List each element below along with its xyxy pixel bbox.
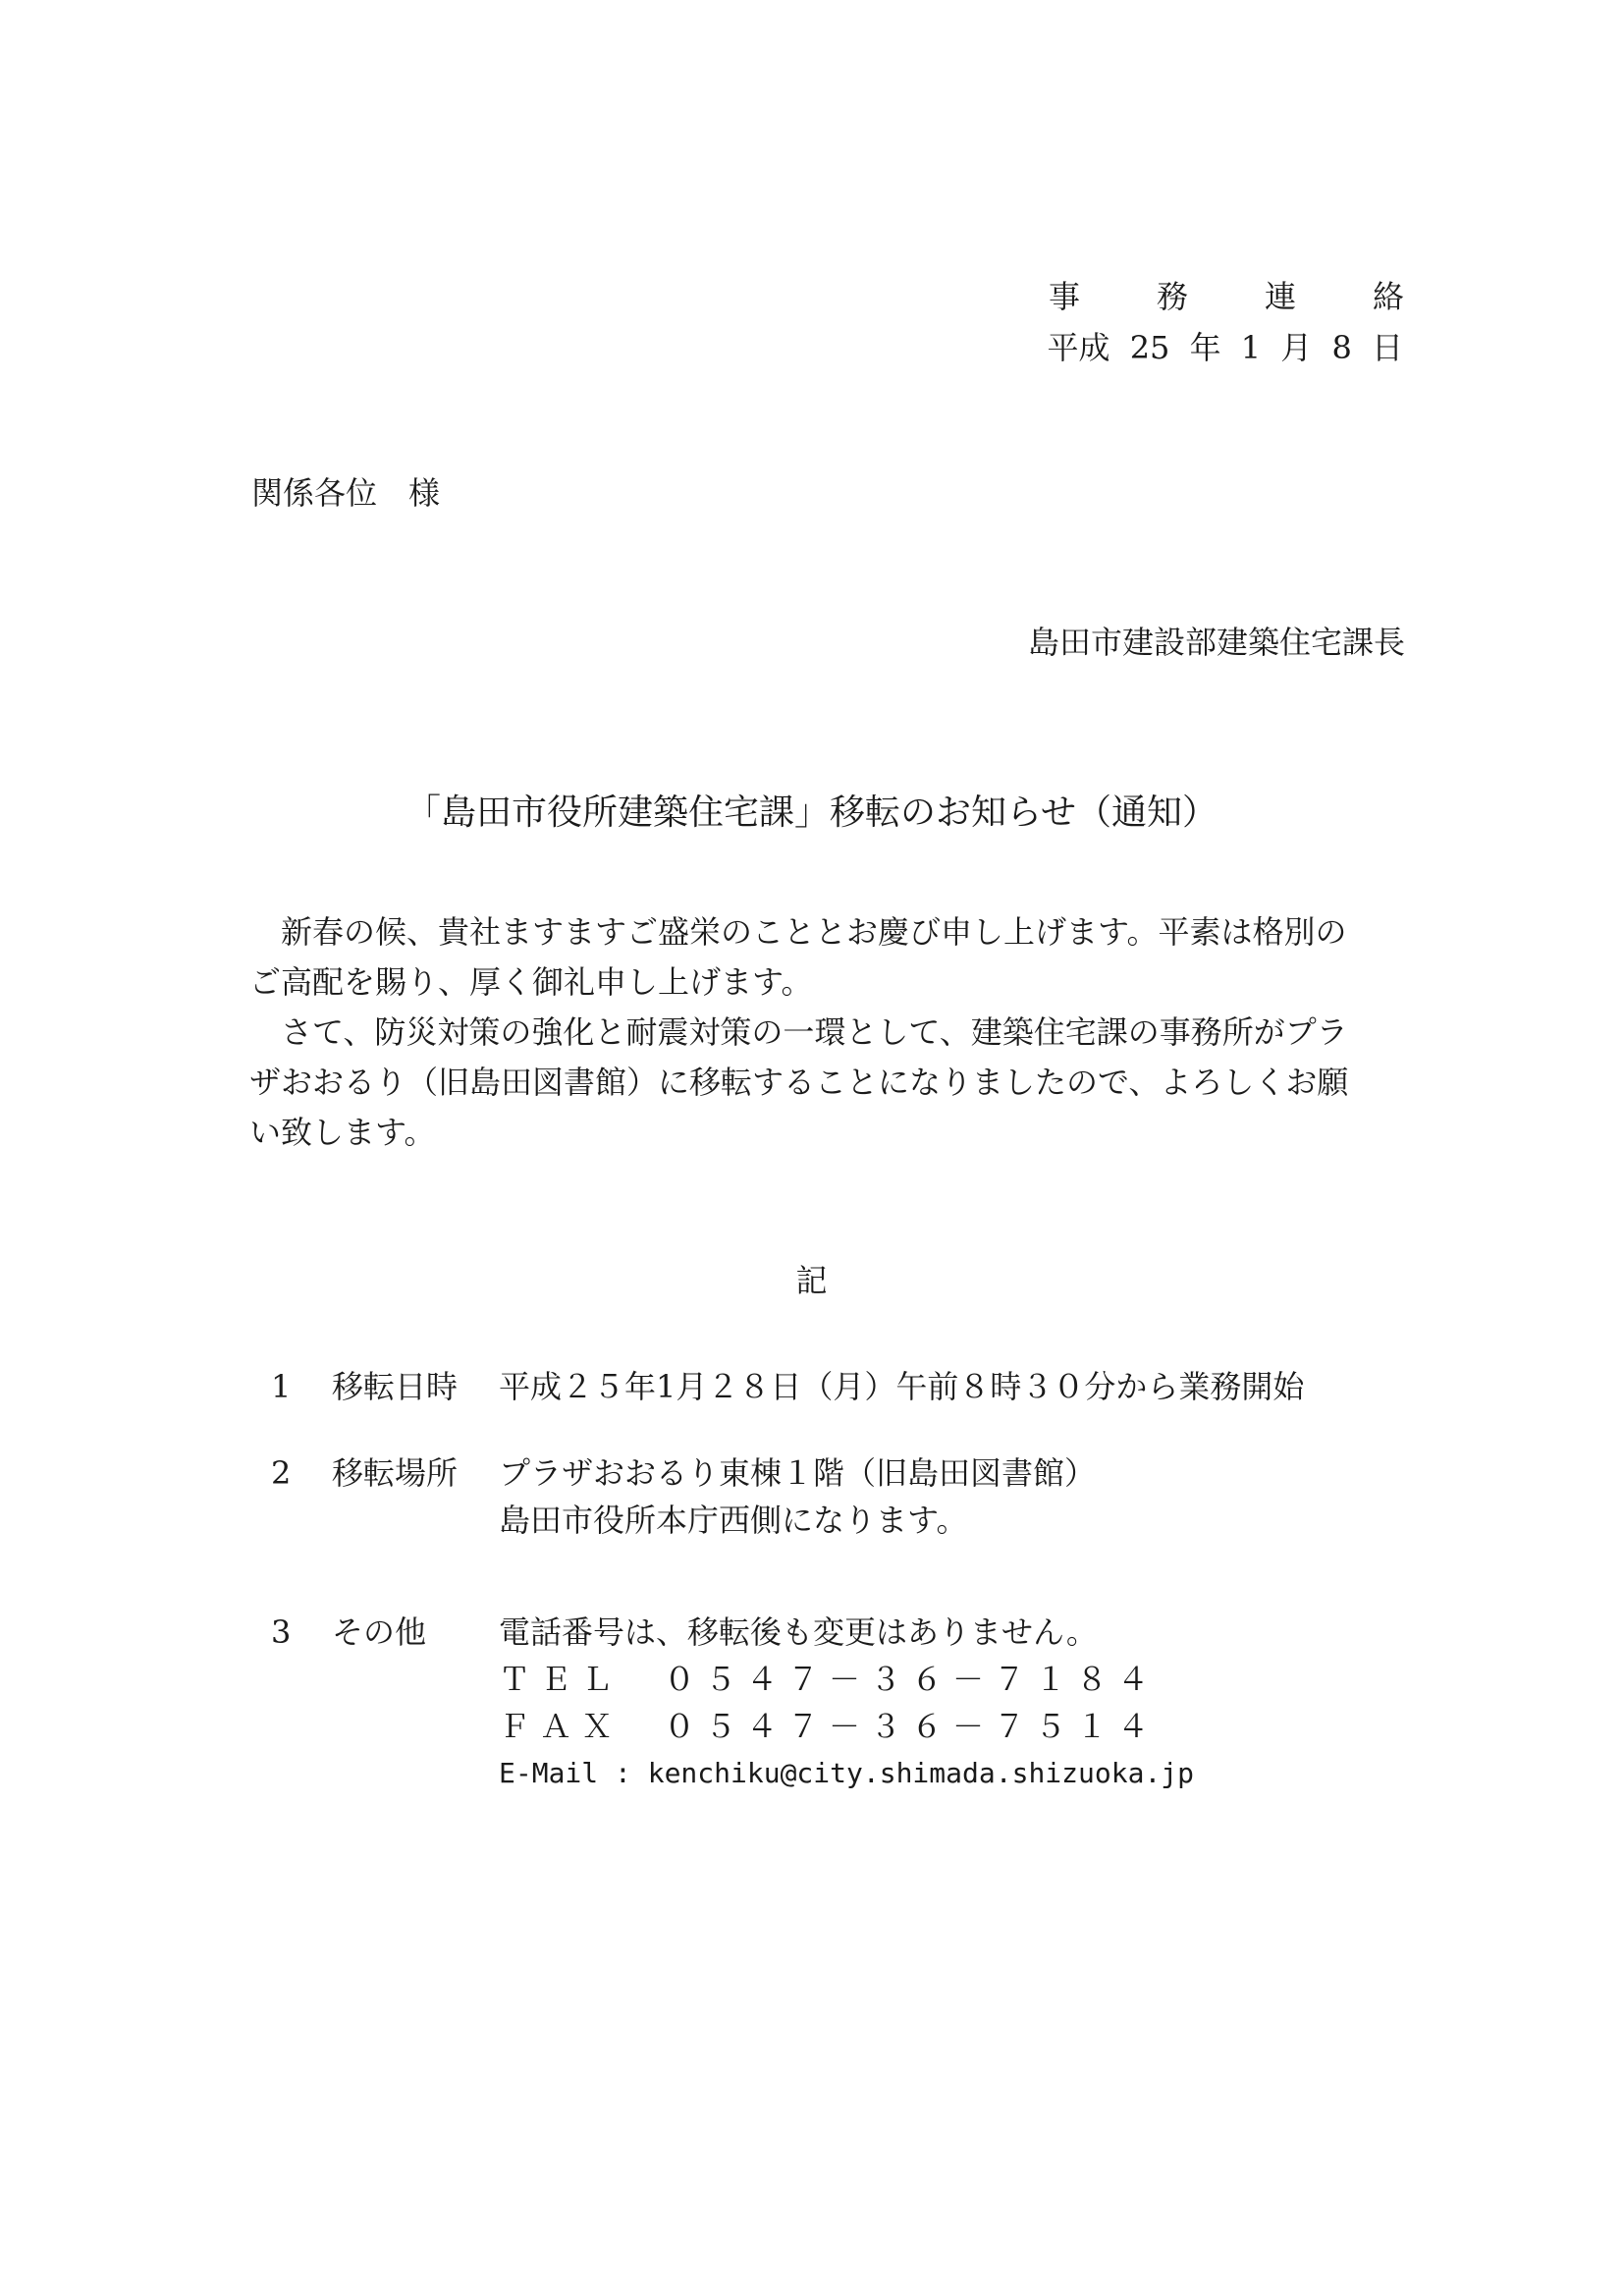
document-type-char: 事	[1049, 278, 1081, 315]
document-type-char: 絡	[1372, 278, 1404, 315]
fax-number: ＦＡＸ ０５４７－３６－７５１４	[499, 1708, 1160, 1745]
addressee: 関係各位 様	[251, 474, 441, 512]
page-title: 「島田市役所建築住宅課」移転のお知らせ（通知）	[406, 793, 1217, 833]
item-detail-line: 島田市役所本庁西側になります。	[499, 1502, 968, 1539]
item-label: 移転日時	[332, 1368, 459, 1405]
email-address: E-Mail : kenchiku@city.shimada.shizuoka.jp	[499, 1757, 1195, 1789]
item-detail	[499, 1449, 1096, 1544]
body-line: ご高配を賜り、厚く御礼申し上げます。	[249, 963, 813, 1001]
item-label: 移転場所	[332, 1454, 459, 1492]
body-line: 新春の候、貴社ますますご盛栄のこととお慶び申し上げます。平素は格別の	[249, 913, 1347, 951]
document-type-char: 務	[1156, 278, 1188, 315]
tel-number: ＴＥＬ ０５４７－３６－７１８４	[499, 1661, 1160, 1698]
document-type	[1049, 273, 1404, 320]
document-type-char: 連	[1264, 278, 1296, 315]
body-line: い致します。	[249, 1114, 436, 1151]
item-detail	[499, 1363, 1304, 1410]
body-line: ザおおるり（旧島田図書館）に移転することになりましたので、よろしくお願	[249, 1064, 1349, 1101]
item-detail-line: 平成２５年1月２８日（月）午前８時３０分から業務開始	[499, 1368, 1305, 1405]
item-number: 2	[271, 1454, 292, 1492]
item-number: 1	[271, 1368, 292, 1405]
item-detail	[499, 1609, 1194, 1797]
item-number: 3	[271, 1613, 292, 1651]
item-detail-line: プラザおおるり東棟１階（旧島田図書館）	[499, 1454, 1097, 1492]
sender: 島田市建設部建築住宅課長	[1027, 624, 1405, 661]
item-detail-line: 電話番号は、移転後も変更はありません。	[499, 1613, 1098, 1651]
body-paragraphs	[249, 907, 1404, 1158]
item-label: その他	[332, 1613, 427, 1651]
body-line: さて、防災対策の強化と耐震対策の一環として、建築住宅課の事務所がプラ	[249, 1013, 1348, 1051]
document-date: 平成 25 年 1 月 8 日	[1047, 329, 1403, 366]
ki-heading: 記	[795, 1262, 828, 1299]
